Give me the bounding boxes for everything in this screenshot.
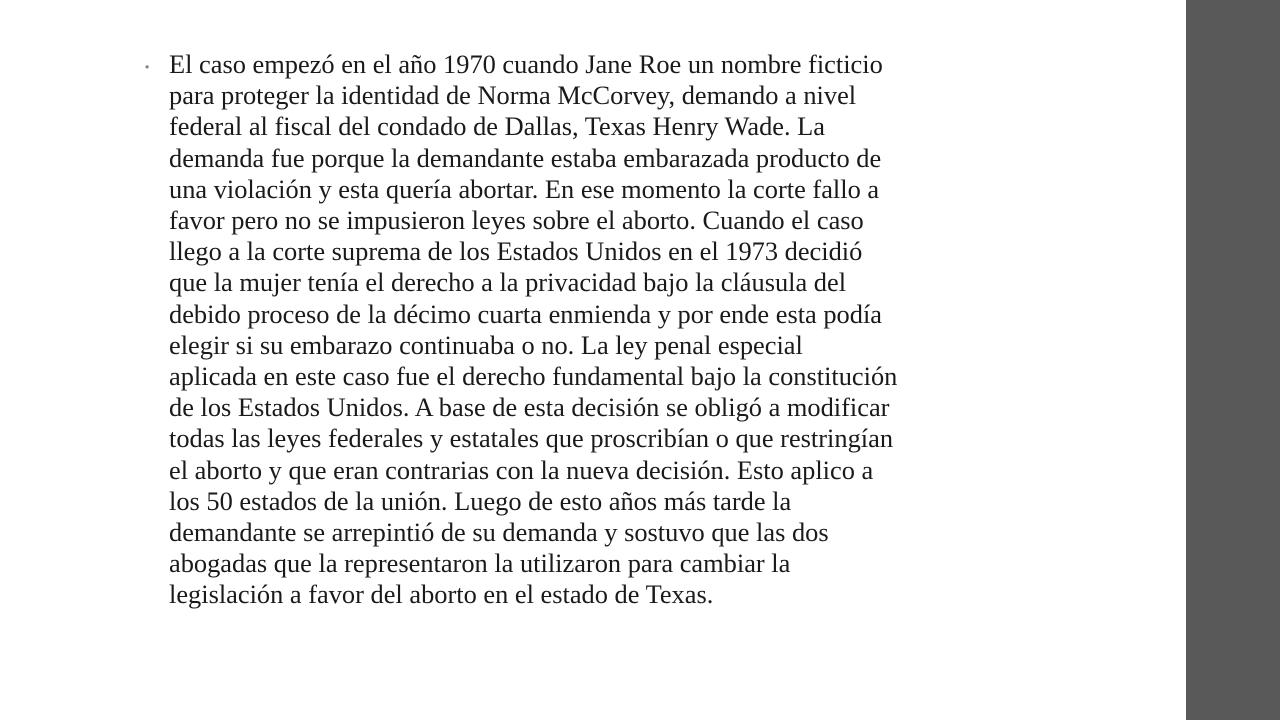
slide-content [145, 49, 1045, 611]
right-side-bar [1186, 0, 1280, 720]
bullet-marker: • [145, 60, 150, 74]
bullet-item [145, 49, 1045, 611]
bullet-paragraph: El caso empezó en el año 1970 cuando Jane Roe un nombre ficticio para proteger la identidad de Norma McCorvey, demando a nivel federal al fiscal del condado de Dallas, Texas Henry Wade. La demanda fue porque la demandante estaba embarazada producto de una violación y esta quería abortar. En ese momento la corte fallo a favor pero no se impusieron leyes sobre el aborto. Cuando el caso llego a la corte suprema de los Estados Unidos en el 1973 decidió que la mujer tenía el derecho a la privacidad bajo la cláusula del debido proceso de la décimo cuarta enmienda y por ende esta podía elegir si su embarazo continuaba o no. La ley penal especial aplicada en este caso fue el derecho fundamental bajo la constitución de los Estados Unidos. A base de esta decisión se obligó a modificar todas las leyes federales y estatales que proscribían o que restringían el aborto y que eran contrarias con la nueva decisión. Esto aplico a los 50 estados de la unión. Luego de esto años más tarde la demandante se arrepintió de su demanda y sostuvo que las dos abogadas que la representaron la utilizaron para cambiar la legislación a favor del aborto en el estado de Texas. [169, 49, 898, 610]
